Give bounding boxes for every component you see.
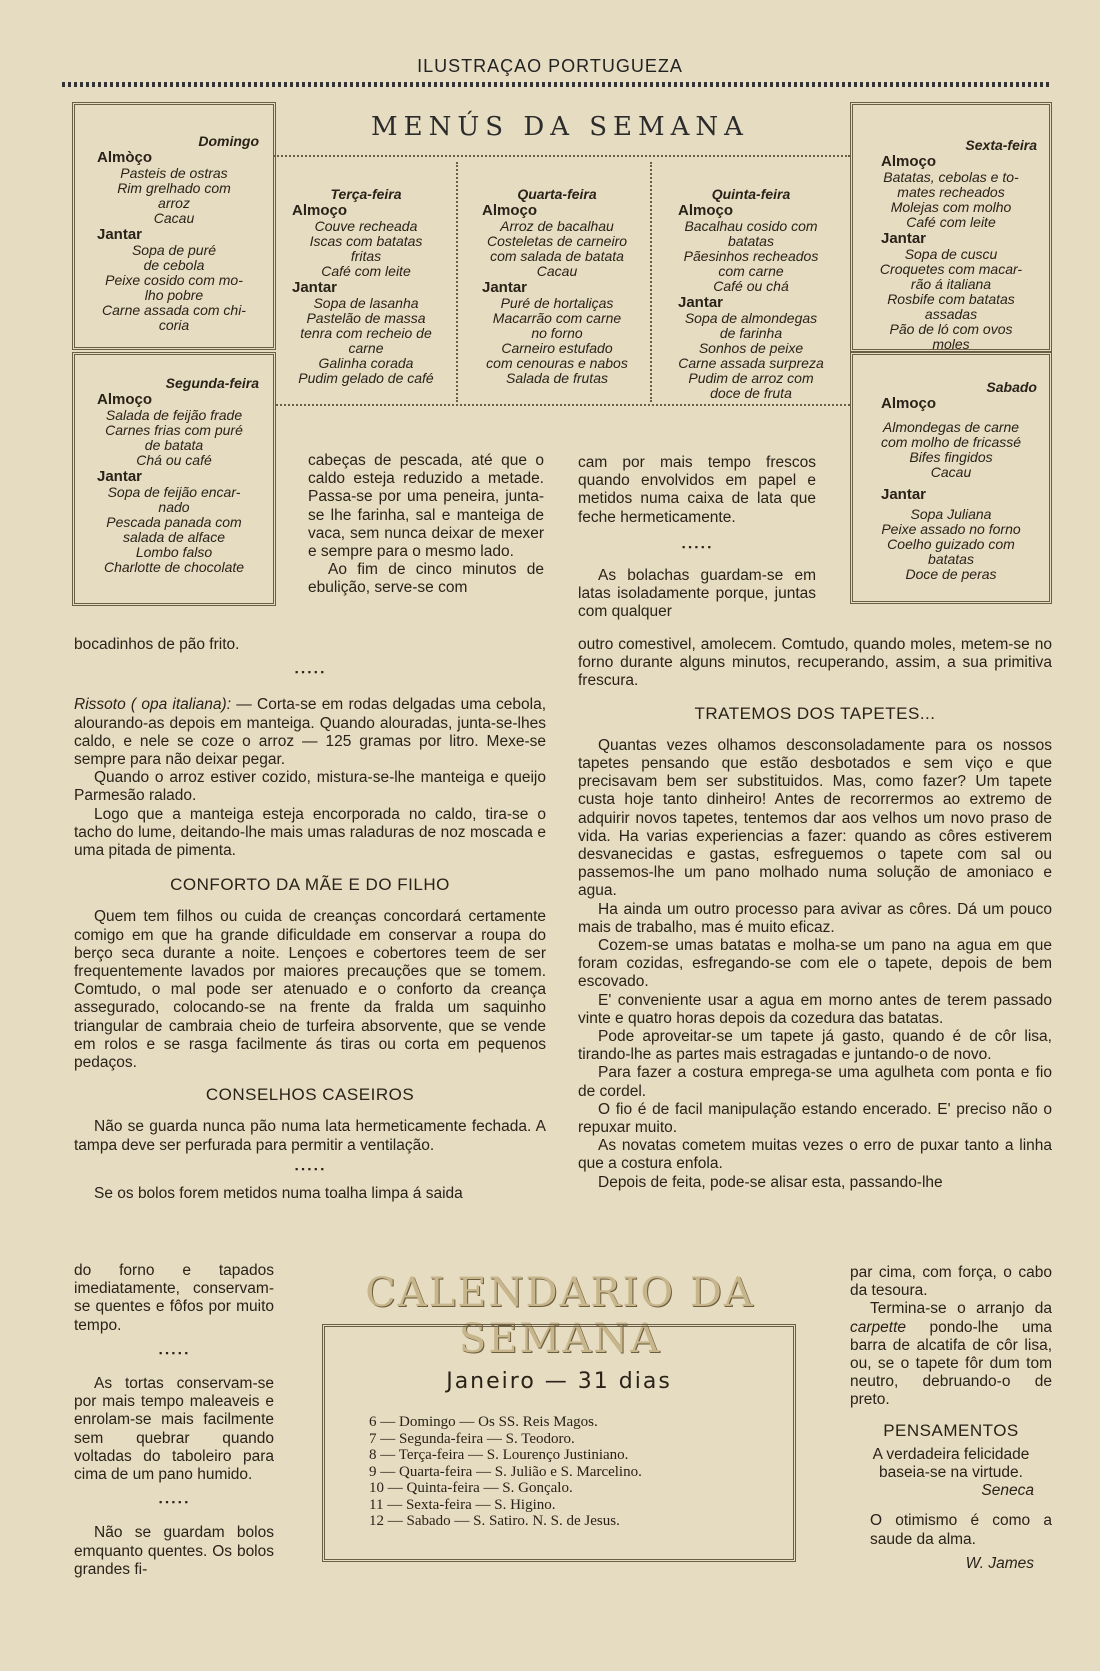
header-rule	[62, 82, 1052, 87]
menu-item: Pudim de arroz com	[688, 370, 814, 386]
paragraph: cam por mais tempo frescos quando envolvidos em papel e metidos numa caixa de lata que feche hermeticamente.	[578, 454, 816, 526]
menu-item: Pescada panada com	[106, 514, 242, 530]
paragraph: As tortas conservam-se por mais tempo maleaveis e enrolam-se mais facilmente sem quebrar quando voltadas do taboleiro para cima de um pano humido.	[74, 1375, 274, 1484]
meal-label: Jantar	[881, 486, 927, 503]
paragraph: Cozem-se umas batatas e molha-se um pano na agua em que foram cozidas, esfregando-se com ele o tapete, depois de bem escovado.	[578, 937, 1052, 991]
menu-item: Coelho guizado com	[887, 536, 1015, 552]
menu-item: Lombo falso	[135, 544, 213, 560]
left-narrow-text	[74, 1262, 274, 1579]
menu-item: batatas	[928, 551, 974, 567]
menu-sabado	[850, 352, 1052, 604]
menu-item: Salada de feijão frade	[105, 407, 243, 423]
day-label: Quarta-feira	[517, 186, 597, 202]
menu-item: coria	[158, 317, 190, 333]
section-title: CONSELHOS CASEIROS	[205, 1085, 415, 1105]
ornament: ▪▪▪▪▪	[157, 1498, 190, 1509]
paragraph: E' conveniente usar a agua em morno antes de terem passado vinte e quatro horas depois da cozedura das batatas.	[578, 991, 1052, 1027]
meal-label: Jantar	[292, 279, 338, 296]
ornament: ▪▪▪▪▪	[680, 542, 713, 553]
almoco-list	[658, 219, 844, 294]
menu-quarta	[464, 162, 652, 402]
calendar-day: 9 — Quarta-feira — S. Julião e S. Marcelino.	[369, 1463, 642, 1480]
section-title: TRATEMOS DOS TAPETES...	[694, 703, 936, 723]
meal-label: Almòço	[97, 149, 153, 166]
menu-sexta	[850, 102, 1052, 352]
paragraph: Quando o arroz estiver cozido, mistura-se-lhe manteiga e queijo Parmesão ralado.	[74, 769, 546, 805]
menu-item: Sopa de cuscu	[904, 246, 998, 262]
menu-item: Café ou chá	[713, 278, 789, 294]
rissoto-label: Rissoto ( opa italiana):	[74, 696, 232, 714]
calendar-day: 6 — Domingo — Os SS. Reis Magos.	[369, 1414, 598, 1430]
day-label: Segunda-feira	[165, 375, 259, 391]
menu-item: Sopa de feijão encar-	[107, 484, 241, 500]
almoco-list	[276, 219, 456, 279]
menus-title: MENÚS DA SEMANA	[371, 112, 749, 142]
paragraph: Depois de feita, pode-se alisar esta, passando-lhe	[598, 1173, 943, 1191]
menu-item: Pãesinhos recheados	[683, 248, 819, 264]
menu-item: Sopa de puré	[131, 242, 217, 258]
menu-item: no forno	[531, 325, 583, 341]
menu-item: com salada de batata	[490, 248, 624, 264]
paragraph: bocadinhos de pão frito.	[74, 636, 240, 653]
menu-item: Sopa de lasanha	[313, 295, 419, 311]
paragraph: Logo que a manteiga esteja encorporada no caldo, tira-se o tacho do lume, deitando-lhe mais umas raladuras de noz moscada e uma pitada de pimenta.	[74, 805, 546, 860]
quote: O otimismo é como a saude da alma.	[870, 1512, 1052, 1548]
menu-item: Charlotte de chocolate	[103, 559, 245, 575]
menu-item: fritas	[350, 248, 382, 264]
almoco-list	[75, 408, 273, 468]
menu-item: Carne assada com chi-	[102, 302, 246, 318]
rissoto-text: — Corta-se em rodas delgadas uma cebola, alourando-as depois em manteiga. Quando alouradas, junta-se-lhes caldo, e nele se coze o arroz — 125 gramas por litro. Mexe-se sempre para não deixar pegar.	[74, 696, 547, 769]
paragraph: cabeças de pescada, até que o caldo esteja reduzido a metade. Passa-se por uma peneira, junta-se lhe farinha, sal e manteiga de vaca, sem nunca deixar de mexer e sempre para o mesmo lado.	[308, 452, 544, 561]
menu-item: Bacalhau cosido com	[684, 218, 818, 234]
menus-title-rule	[274, 155, 850, 157]
paragraph: As bolachas guardam-se em latas isoladamente porque, juntas com qualquer	[578, 567, 816, 621]
menu-item: Rosbife com batatas	[887, 291, 1015, 307]
menu-item: Iscas com batatas	[309, 233, 423, 249]
menu-domingo	[72, 102, 276, 350]
menu-item: Macarrão com carne	[492, 310, 622, 326]
menu-item: de cebola	[143, 257, 205, 273]
paragraph: As novatas cometem muitas vezes o erro de puxar tanto a linha que a costura enfola.	[578, 1137, 1052, 1173]
text-part: pondo-lhe uma barra de alcatifa de côr lisa, ou, se o tapete fôr dum tom neutro, debruando-o de preto.	[850, 1318, 1052, 1409]
calendar-day: 11 — Sexta-feira — S. Higino.	[369, 1496, 556, 1513]
jantar-list	[75, 485, 273, 575]
quote-author: W. James	[965, 1554, 1034, 1572]
paragraph	[850, 1300, 1052, 1409]
middle-top-text	[308, 452, 544, 598]
menu-item: Carnes frias com puré	[105, 422, 243, 438]
paragraph-rissoto	[74, 696, 546, 769]
jantar-list	[464, 296, 650, 386]
menu-item: Cacau	[930, 464, 972, 480]
right-narrow-text	[850, 1264, 1052, 1573]
paragraph: outro comestivel, amolecem. Comtudo, quando moles, metem-se no forno durante alguns minutos, recuperando, assim, a sua primitiva frescura.	[578, 636, 1052, 690]
calendar-day: 8 — Terça-feira — S. Lourenço Justiniano.	[369, 1447, 629, 1463]
jantar-list	[853, 247, 1049, 352]
almoco-list	[75, 166, 273, 226]
meal-label: Almoço	[678, 202, 734, 219]
meal-label: Jantar	[482, 279, 528, 296]
menu-item: Sonhos de peixe	[698, 340, 804, 356]
paragraph: Ha ainda um outro processo para avivar as côres. Dá um pouco mais de trabalho, mas é muito eficaz.	[578, 900, 1052, 936]
menu-item: Pasteis de ostras	[120, 165, 228, 181]
day-label: Domingo	[198, 133, 259, 149]
menu-item: Bifes fingidos	[909, 449, 993, 465]
quote-author: Seneca	[981, 1482, 1034, 1500]
day-label: Sexta-feira	[965, 137, 1037, 153]
paragraph: Não se guardam bolos emquanto quentes. Os bolos grandes fi-	[74, 1524, 274, 1578]
right-top-text	[578, 454, 816, 622]
jantar-list	[276, 296, 456, 386]
meal-label: Almoço	[881, 153, 937, 170]
paragraph: Não se guarda nunca pão numa lata hermeticamente fechada. A tampa deve ser perfurada para permitir a ventilação.	[74, 1118, 546, 1154]
paragraph: Ao fim de cinco minutos de ebulição, serve-se com	[308, 561, 544, 597]
menu-item: Rim grelhado com	[117, 180, 231, 196]
text-part: carpette	[850, 1318, 907, 1336]
menus-bottom-rule	[276, 404, 850, 406]
menu-item: com molho de fricassé	[880, 434, 1022, 450]
menu-item: mates recheados	[897, 184, 1005, 200]
menu-item: Salada de frutas	[506, 370, 608, 386]
menu-item: arroz	[158, 195, 190, 211]
jantar-list	[75, 243, 273, 333]
menu-item: Molejas com molho	[890, 199, 1012, 215]
jantar-list	[658, 311, 844, 401]
menu-item: carne	[348, 340, 384, 356]
meal-label: Almoço	[881, 395, 937, 412]
meal-label: Jantar	[97, 468, 143, 485]
menu-item: lho pobre	[144, 287, 204, 303]
paragraph: Quantas vezes olhamos desconsoladamente para os nossos tapetes pensando que estão desbotados e sem viço e que precisavam bem ser substituidos. Mas, como fazer? Um tapete custa hoje tanto dinheiro! Antes de recorrermos ao extremo de adquirir novos tapetes, tentemos dar aos velhos um novo praso de vida. Ha varias experiencias a fazer: quando as côres estiverem desvanecidas e gastas, esfreguemos o tapete com sal ou passemos-lhe um pano molhado numa solução de amoniaco e agua.	[578, 736, 1052, 900]
menu-item: doce de fruta	[710, 385, 792, 401]
paragraph: par cima, com força, o cabo da tesoura.	[850, 1264, 1052, 1300]
meal-label: Jantar	[678, 294, 724, 311]
ornament: ▪▪▪▪▪	[293, 1164, 326, 1175]
quote: A verdadeira felicidade baseia-se na virtude.	[872, 1445, 1030, 1482]
calendar-box	[322, 1324, 796, 1562]
paragraph: Se os bolos forem metidos numa toalha limpa á saida	[94, 1185, 463, 1203]
menu-item: com carne	[718, 263, 784, 279]
menu-item: tenra com recheio de	[300, 325, 432, 341]
right-column-text	[578, 636, 1052, 1192]
menu-item: Sopa de almondegas	[684, 310, 818, 326]
menu-item: Cacau	[536, 263, 578, 279]
day-label: Quinta-feira	[711, 186, 791, 202]
menu-item: assadas	[924, 306, 978, 322]
page-header: ILUSTRAÇAO PORTUGUEZA	[417, 56, 683, 76]
menu-item: Chá ou café	[136, 452, 212, 468]
left-column-text	[74, 636, 546, 1203]
meal-label: Almoço	[292, 202, 348, 219]
menu-item: Carneiro estufado	[501, 340, 613, 356]
almoco-list	[853, 420, 1049, 480]
menu-segunda	[72, 352, 276, 606]
ornament: ▪▪▪▪▪	[293, 668, 326, 679]
menu-item: Café com leite	[321, 263, 411, 279]
menu-item: nado	[158, 499, 190, 515]
paragraph: Quem tem filhos ou cuida de creanças concordará certamente comigo em que ha grande dificuldade em conservar a roupa do berço seca durante a noite. Lençoes e cobertores teem de ser frequentemente lavados por maiores precauções que se tomem. Comtudo, o mal pode ser atenuado e o conforto da creança assegurado, colocando-se na frente da fralda um saquinho triangular de cambraia cheio de turfeira absorvente, que se vende em rolos e se rasga facilmente ás tiras ou corta em pequenos pedaços.	[74, 908, 546, 1072]
menu-item: Pão de ló com ovos	[889, 321, 1013, 337]
calendar-day: 7 — Segunda-feira — S. Teodoro.	[369, 1430, 575, 1447]
calendar-day: 10 — Quinta-feira — S. Gonçalo.	[369, 1480, 573, 1496]
meal-label: Almoço	[97, 391, 153, 408]
section-title: CONFORTO DA MÃE E DO FILHO	[170, 875, 450, 895]
paragraph: O fio é de facil manipulação estando encerado. E' preciso não o repuxar muito.	[578, 1100, 1052, 1137]
paragraph: Para fazer a costura emprega-se uma agulheta com ponta e fio de cordel.	[578, 1064, 1052, 1100]
meal-label: Jantar	[881, 230, 927, 247]
paragraph: do forno e tapados imediatamente, conservam-se quentes e fôfos por muito tempo.	[74, 1262, 274, 1334]
menu-item: Cacau	[153, 210, 195, 226]
menu-item: rão á italiana	[910, 276, 992, 292]
menu-item: moles	[932, 336, 970, 352]
meal-label: Jantar	[97, 226, 143, 243]
menu-item: Peixe assado no forno	[881, 521, 1021, 537]
calendar-day: 12 — Sabado — S. Satiro. N. S. de Jesus.	[369, 1513, 620, 1529]
meal-label: Almoço	[482, 202, 538, 219]
section-title: PENSAMENTOS	[883, 1420, 1019, 1440]
menu-item: com cenouras e nabos	[486, 355, 628, 371]
menu-item: Croquetes com macar-	[879, 261, 1023, 277]
menu-item: Batatas, cebolas e to-	[883, 169, 1019, 185]
menu-item: Couve recheada	[314, 218, 418, 234]
day-label: Sabado	[986, 379, 1037, 395]
calendar-days	[369, 1414, 793, 1530]
calendar-title: CALENDARIO DA SEMANA	[365, 1270, 755, 1362]
menu-item: Galinha corada	[318, 355, 414, 371]
menu-item: Almondegas de carne	[882, 419, 1020, 435]
menu-item: Pudim gelado de café	[298, 370, 434, 386]
menu-item: salada de alface	[123, 529, 225, 545]
menu-quinta	[658, 162, 844, 402]
jantar-list	[853, 507, 1049, 582]
almoco-list	[853, 170, 1049, 230]
menu-item: Carne assada surpreza	[678, 355, 824, 371]
menu-item: Pastelão de massa	[306, 310, 426, 326]
menu-terca	[276, 162, 458, 402]
menu-item: Café com leite	[906, 214, 996, 230]
menu-item: batatas	[728, 233, 774, 249]
menu-item: de batata	[144, 437, 204, 453]
paragraph: Pode aproveitar-se um tapete já gasto, quando é de côr lisa, tirando-lhe as partes mais estragadas e juntando-o de novo.	[578, 1028, 1052, 1064]
menu-item: Puré de hortaliças	[500, 295, 614, 311]
menu-item: Costeletas de carneiro	[486, 233, 628, 249]
menu-item: Sopa Juliana	[910, 506, 992, 522]
almoco-list	[464, 219, 650, 279]
menu-item: Peixe cosido com mo-	[105, 272, 243, 288]
ornament: ▪▪▪▪▪	[157, 1348, 190, 1359]
menu-item: Doce de peras	[905, 566, 997, 582]
menu-item: Arroz de bacalhau	[500, 218, 614, 234]
menu-item: de farinha	[719, 325, 783, 341]
calendar-month: Janeiro — 31 dias	[446, 1369, 672, 1394]
text-part: Termina-se o arranjo da	[870, 1300, 1052, 1318]
day-label: Terça-feira	[330, 186, 402, 202]
